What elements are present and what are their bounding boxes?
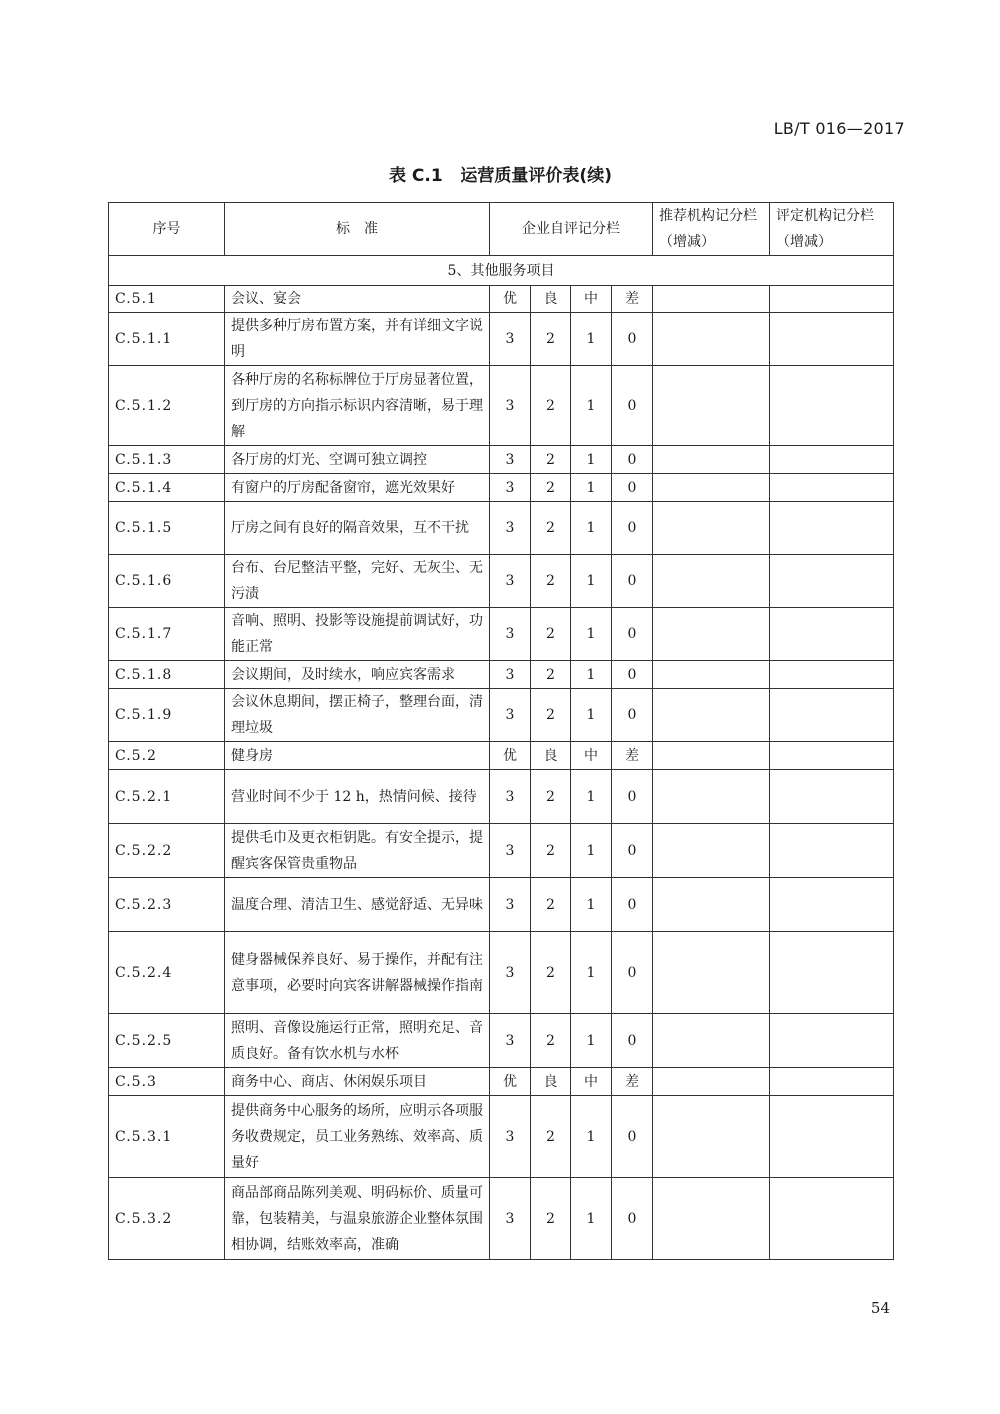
score-4: 0 <box>612 932 653 1014</box>
table-row <box>109 1178 894 1260</box>
item-id: C.5.2.2 <box>109 824 225 878</box>
table-row <box>109 742 894 770</box>
table-row <box>109 502 894 555</box>
document-code: LB/T 016—2017 <box>773 119 905 138</box>
score-3: 1 <box>571 932 612 1014</box>
recommend-score-cell <box>653 502 770 555</box>
score-1: 3 <box>490 878 531 932</box>
score-3: 1 <box>571 474 612 502</box>
item-standard: 健身房 <box>225 742 490 770</box>
score-1: 3 <box>490 661 531 689</box>
header-self-score: 企业自评记分栏 <box>490 203 653 256</box>
score-3: 1 <box>571 502 612 555</box>
section-row <box>109 256 894 286</box>
score-1: 3 <box>490 932 531 1014</box>
score-2: 2 <box>531 366 571 446</box>
assess-score-cell <box>770 1178 894 1260</box>
score-2: 2 <box>531 1014 571 1068</box>
score-4: 0 <box>612 474 653 502</box>
table-row <box>109 1068 894 1096</box>
assess-score-cell <box>770 742 894 770</box>
header-row <box>109 203 894 256</box>
item-standard: 会议休息期间，摆正椅子，整理台面，清理垃圾 <box>225 689 490 742</box>
score-3: 1 <box>571 824 612 878</box>
recommend-score-cell <box>653 446 770 474</box>
item-standard: 温度合理、清洁卫生、感觉舒适、无异味 <box>225 878 490 932</box>
score-4: 差 <box>612 1068 653 1096</box>
table-row <box>109 313 894 366</box>
score-1: 优 <box>490 742 531 770</box>
score-4: 0 <box>612 1178 653 1260</box>
score-2: 良 <box>531 1068 571 1096</box>
score-1: 3 <box>490 1014 531 1068</box>
assess-score-cell <box>770 366 894 446</box>
item-id: C.5.1 <box>109 286 225 313</box>
score-1: 3 <box>490 770 531 824</box>
recommend-score-cell <box>653 1068 770 1096</box>
score-2: 2 <box>531 932 571 1014</box>
item-id: C.5.1.4 <box>109 474 225 502</box>
recommend-score-cell <box>653 313 770 366</box>
score-4: 0 <box>612 878 653 932</box>
header-assess-score: 评定机构记分栏（增减） <box>770 203 894 256</box>
assess-score-cell <box>770 932 894 1014</box>
recommend-score-cell <box>653 661 770 689</box>
table-row <box>109 608 894 661</box>
header-seq: 序号 <box>109 203 225 256</box>
item-standard: 台布、台尼整洁平整，完好、无灰尘、无污渍 <box>225 555 490 608</box>
recommend-score-cell <box>653 824 770 878</box>
recommend-score-cell <box>653 770 770 824</box>
score-1: 3 <box>490 446 531 474</box>
score-1: 3 <box>490 474 531 502</box>
score-3: 1 <box>571 661 612 689</box>
assess-score-cell <box>770 1068 894 1096</box>
score-4: 差 <box>612 742 653 770</box>
score-3: 1 <box>571 1178 612 1260</box>
table-row <box>109 474 894 502</box>
score-3: 1 <box>571 608 612 661</box>
item-standard: 提供多种厅房布置方案，并有详细文字说明 <box>225 313 490 366</box>
assess-score-cell <box>770 313 894 366</box>
table-row <box>109 661 894 689</box>
item-id: C.5.1.5 <box>109 502 225 555</box>
score-4: 0 <box>612 1096 653 1178</box>
item-standard: 照明、音像设施运行正常，照明充足、音质良好。备有饮水机与水杯 <box>225 1014 490 1068</box>
recommend-score-cell <box>653 742 770 770</box>
score-2: 2 <box>531 474 571 502</box>
assess-score-cell <box>770 446 894 474</box>
section-title: 5、其他服务项目 <box>109 256 894 286</box>
assess-score-cell <box>770 661 894 689</box>
recommend-score-cell <box>653 1178 770 1260</box>
recommend-score-cell <box>653 555 770 608</box>
table-row <box>109 555 894 608</box>
item-id: C.5.2.3 <box>109 878 225 932</box>
score-3: 1 <box>571 1096 612 1178</box>
item-id: C.5.2.5 <box>109 1014 225 1068</box>
assess-score-cell <box>770 824 894 878</box>
table-row <box>109 770 894 824</box>
score-2: 2 <box>531 878 571 932</box>
score-2: 2 <box>531 446 571 474</box>
score-3: 1 <box>571 366 612 446</box>
assess-score-cell <box>770 878 894 932</box>
item-id: C.5.1.8 <box>109 661 225 689</box>
assess-score-cell <box>770 502 894 555</box>
score-3: 1 <box>571 878 612 932</box>
item-standard: 提供商务中心服务的场所，应明示各项服务收费规定，员工业务熟练、效率高、质量好 <box>225 1096 490 1178</box>
header-recommend-score: 推荐机构记分栏（增减） <box>653 203 770 256</box>
score-4: 0 <box>612 770 653 824</box>
score-2: 良 <box>531 742 571 770</box>
score-4: 0 <box>612 608 653 661</box>
score-2: 2 <box>531 661 571 689</box>
recommend-score-cell <box>653 1014 770 1068</box>
score-2: 2 <box>531 1096 571 1178</box>
table-row <box>109 446 894 474</box>
score-4: 0 <box>612 502 653 555</box>
score-3: 1 <box>571 555 612 608</box>
table-caption: 表 C.1 运营质量评价表(续) <box>389 166 612 186</box>
score-2: 2 <box>531 1178 571 1260</box>
score-2: 2 <box>531 689 571 742</box>
score-1: 3 <box>490 824 531 878</box>
item-standard: 厅房之间有良好的隔音效果，互不干扰 <box>225 502 490 555</box>
score-3: 中 <box>571 742 612 770</box>
score-1: 3 <box>490 608 531 661</box>
item-standard: 音响、照明、投影等设施提前调试好，功能正常 <box>225 608 490 661</box>
item-id: C.5.1.9 <box>109 689 225 742</box>
item-standard: 会议、宴会 <box>225 286 490 313</box>
page-number: 54 <box>870 1299 890 1317</box>
table-row <box>109 878 894 932</box>
score-4: 0 <box>612 689 653 742</box>
table-row <box>109 1014 894 1068</box>
score-1: 3 <box>490 689 531 742</box>
header-standard: 标 准 <box>225 203 490 256</box>
recommend-score-cell <box>653 689 770 742</box>
table-row <box>109 932 894 1014</box>
item-id: C.5.2 <box>109 742 225 770</box>
score-2: 2 <box>531 555 571 608</box>
recommend-score-cell <box>653 932 770 1014</box>
item-id: C.5.1.7 <box>109 608 225 661</box>
score-1: 3 <box>490 555 531 608</box>
score-2: 2 <box>531 313 571 366</box>
score-4: 0 <box>612 313 653 366</box>
score-1: 3 <box>490 502 531 555</box>
assess-score-cell <box>770 1096 894 1178</box>
score-2: 2 <box>531 502 571 555</box>
score-3: 1 <box>571 313 612 366</box>
recommend-score-cell <box>653 1096 770 1178</box>
assess-score-cell <box>770 474 894 502</box>
score-4: 0 <box>612 446 653 474</box>
score-4: 0 <box>612 1014 653 1068</box>
score-4: 0 <box>612 824 653 878</box>
item-id: C.5.1.3 <box>109 446 225 474</box>
score-3: 1 <box>571 689 612 742</box>
table-row <box>109 689 894 742</box>
item-standard: 营业时间不少于 12 h，热情问候、接待 <box>225 770 490 824</box>
item-standard: 有窗户的厅房配备窗帘，遮光效果好 <box>225 474 490 502</box>
score-2: 良 <box>531 286 571 313</box>
item-standard: 商务中心、商店、休闲娱乐项目 <box>225 1068 490 1096</box>
item-id: C.5.1.6 <box>109 555 225 608</box>
item-standard: 商品部商品陈列美观、明码标价、质量可靠，包装精美，与温泉旅游企业整体氛围相协调，结账效率高，准确 <box>225 1178 490 1260</box>
assess-score-cell <box>770 770 894 824</box>
assess-score-cell <box>770 286 894 313</box>
score-3: 1 <box>571 770 612 824</box>
score-1: 3 <box>490 1096 531 1178</box>
score-2: 2 <box>531 770 571 824</box>
assess-score-cell <box>770 608 894 661</box>
score-3: 1 <box>571 446 612 474</box>
recommend-score-cell <box>653 366 770 446</box>
item-standard: 健身器械保养良好、易于操作，并配有注意事项，必要时向宾客讲解器械操作指南 <box>225 932 490 1014</box>
item-standard: 各厅房的灯光、空调可独立调控 <box>225 446 490 474</box>
item-id: C.5.1.1 <box>109 313 225 366</box>
score-3: 中 <box>571 1068 612 1096</box>
item-standard: 提供毛巾及更衣柜钥匙。有安全提示，提醒宾客保管贵重物品 <box>225 824 490 878</box>
recommend-score-cell <box>653 608 770 661</box>
assess-score-cell <box>770 689 894 742</box>
item-id: C.5.2.1 <box>109 770 225 824</box>
table-row <box>109 286 894 313</box>
score-1: 优 <box>490 286 531 313</box>
recommend-score-cell <box>653 286 770 313</box>
score-4: 0 <box>612 555 653 608</box>
recommend-score-cell <box>653 474 770 502</box>
score-4: 0 <box>612 366 653 446</box>
item-standard: 会议期间，及时续水，响应宾客需求 <box>225 661 490 689</box>
item-id: C.5.2.4 <box>109 932 225 1014</box>
score-1: 3 <box>490 313 531 366</box>
item-standard: 各种厅房的名称标牌位于厅房显著位置，到厅房的方向指示标识内容清晰，易于理解 <box>225 366 490 446</box>
score-4: 差 <box>612 286 653 313</box>
score-3: 中 <box>571 286 612 313</box>
item-id: C.5.3.1 <box>109 1096 225 1178</box>
score-4: 0 <box>612 661 653 689</box>
table-row <box>109 824 894 878</box>
score-2: 2 <box>531 824 571 878</box>
score-1: 3 <box>490 1178 531 1260</box>
table-row <box>109 366 894 446</box>
evaluation-table <box>108 202 894 1260</box>
item-id: C.5.1.2 <box>109 366 225 446</box>
assess-score-cell <box>770 1014 894 1068</box>
recommend-score-cell <box>653 878 770 932</box>
assess-score-cell <box>770 555 894 608</box>
score-1: 优 <box>490 1068 531 1096</box>
score-1: 3 <box>490 366 531 446</box>
score-3: 1 <box>571 1014 612 1068</box>
table-row <box>109 1096 894 1178</box>
item-id: C.5.3.2 <box>109 1178 225 1260</box>
item-id: C.5.3 <box>109 1068 225 1096</box>
score-2: 2 <box>531 608 571 661</box>
